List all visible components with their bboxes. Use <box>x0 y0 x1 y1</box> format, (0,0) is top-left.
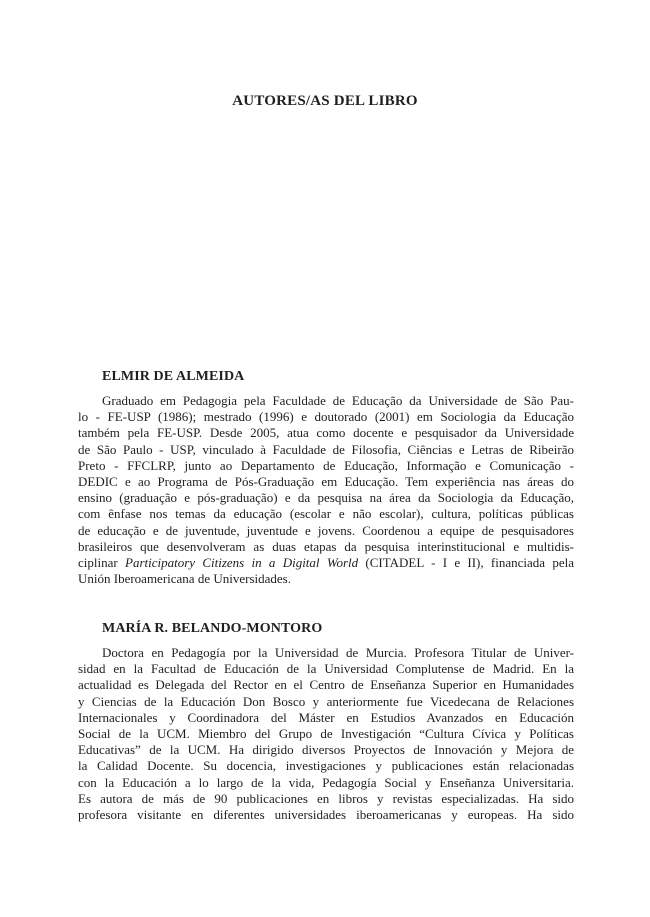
author-entry-belando <box>78 621 574 823</box>
bio-line: Internacionales y Coordinadora del Máster en Estudios Avanzados en Educación <box>78 709 574 725</box>
bio-line: de São Paulo - USP, vinculado à Faculdade de Filosofia, Ciências e Letras de Ribeirão <box>78 441 574 457</box>
bio-line: sidad en la Facultad de Educación de la Universidad Complutense de Madrid. En la <box>78 661 574 677</box>
bio-line: Graduado em Pedagogia pela Faculdade de Educação da Universidade de São Pau- <box>102 393 574 408</box>
author-bio <box>78 393 574 587</box>
bio-line: brasileiros que desenvolveram as duas etapas da pesquisa interinstitucional e multidis- <box>78 538 574 554</box>
bio-line: Es autora de más de 90 publicaciones en libros y revistas especializadas. Ha sido <box>78 790 574 806</box>
bio-line: de educação e de juventude, juventude e jovens. Coordenou a equipe de pesquisadores <box>78 522 574 538</box>
bio-line: Educativas” de la UCM. Ha dirigido diversos Proyectos de Innovación y Mejora de <box>78 742 574 758</box>
author-name: MARÍA R. BELANDO-MONTORO <box>102 621 323 636</box>
bio-line: profesora visitante en diferentes universidades iberoamericanas y europeas. Ha sido <box>78 807 574 823</box>
bio-line: la Calidad Docente. Su docencia, investigaciones y publicaciones están relacionadas <box>78 758 574 774</box>
author-bio <box>78 645 574 823</box>
bio-line: Unión Iberoamericana de Universidades. <box>78 571 291 587</box>
page-title: AUTORES/AS DEL LIBRO <box>232 93 418 109</box>
bio-line: Doctora en Pedagogía por la Universidad de Murcia. Profesora Titular de Univer- <box>102 645 574 660</box>
bio-line: Preto - FFCLRP, junto ao Departamento de Educação, Informação e Comunicação - <box>78 457 574 473</box>
bio-line: também pela FE-USP. Desde 2005, atua como docente e pesquisador da Universidade <box>78 425 574 441</box>
bio-line: Social de la UCM. Miembro del Grupo de Investigación “Cultura Cívica y Políticas <box>78 726 574 742</box>
bio-line: y Ciencias de la Educación Don Bosco y anteriormente fue Vicedecana de Relaciones <box>78 693 574 709</box>
bio-line: DEDIC e ao Programa de Pós-Graduação em Educação. Tem experiência nas áreas do <box>78 474 574 490</box>
bio-text: (CITADEL - I e II), financiada pela <box>358 555 574 571</box>
author-name: ELMIR DE ALMEIDA <box>102 369 245 384</box>
bio-line: con la Educación a lo largo de la vida, Pedagogía Social y Enseñanza Universitaria. <box>78 774 574 790</box>
bio-line: com ênfase nos temas da educação (escolar e não escolar), cultura, políticas públicas <box>78 506 574 522</box>
bio-line-mixed <box>78 555 574 571</box>
bio-line: lo - FE-USP (1986); mestrado (1996) e doutorado (2001) em Sociologia da Educação <box>78 409 574 425</box>
project-title: Participatory Citizens in a Digital World <box>125 555 359 571</box>
author-entry-almeida <box>78 369 574 587</box>
bio-text: ciplinar <box>78 555 125 571</box>
bio-line: actualidad es Delegada del Rector en el Centro de Enseñanza Superior en Humanidades <box>78 677 574 693</box>
bio-line: ensino (graduação e pós-graduação) e da pesquisa na área da Sociologia da Educação, <box>78 490 574 506</box>
